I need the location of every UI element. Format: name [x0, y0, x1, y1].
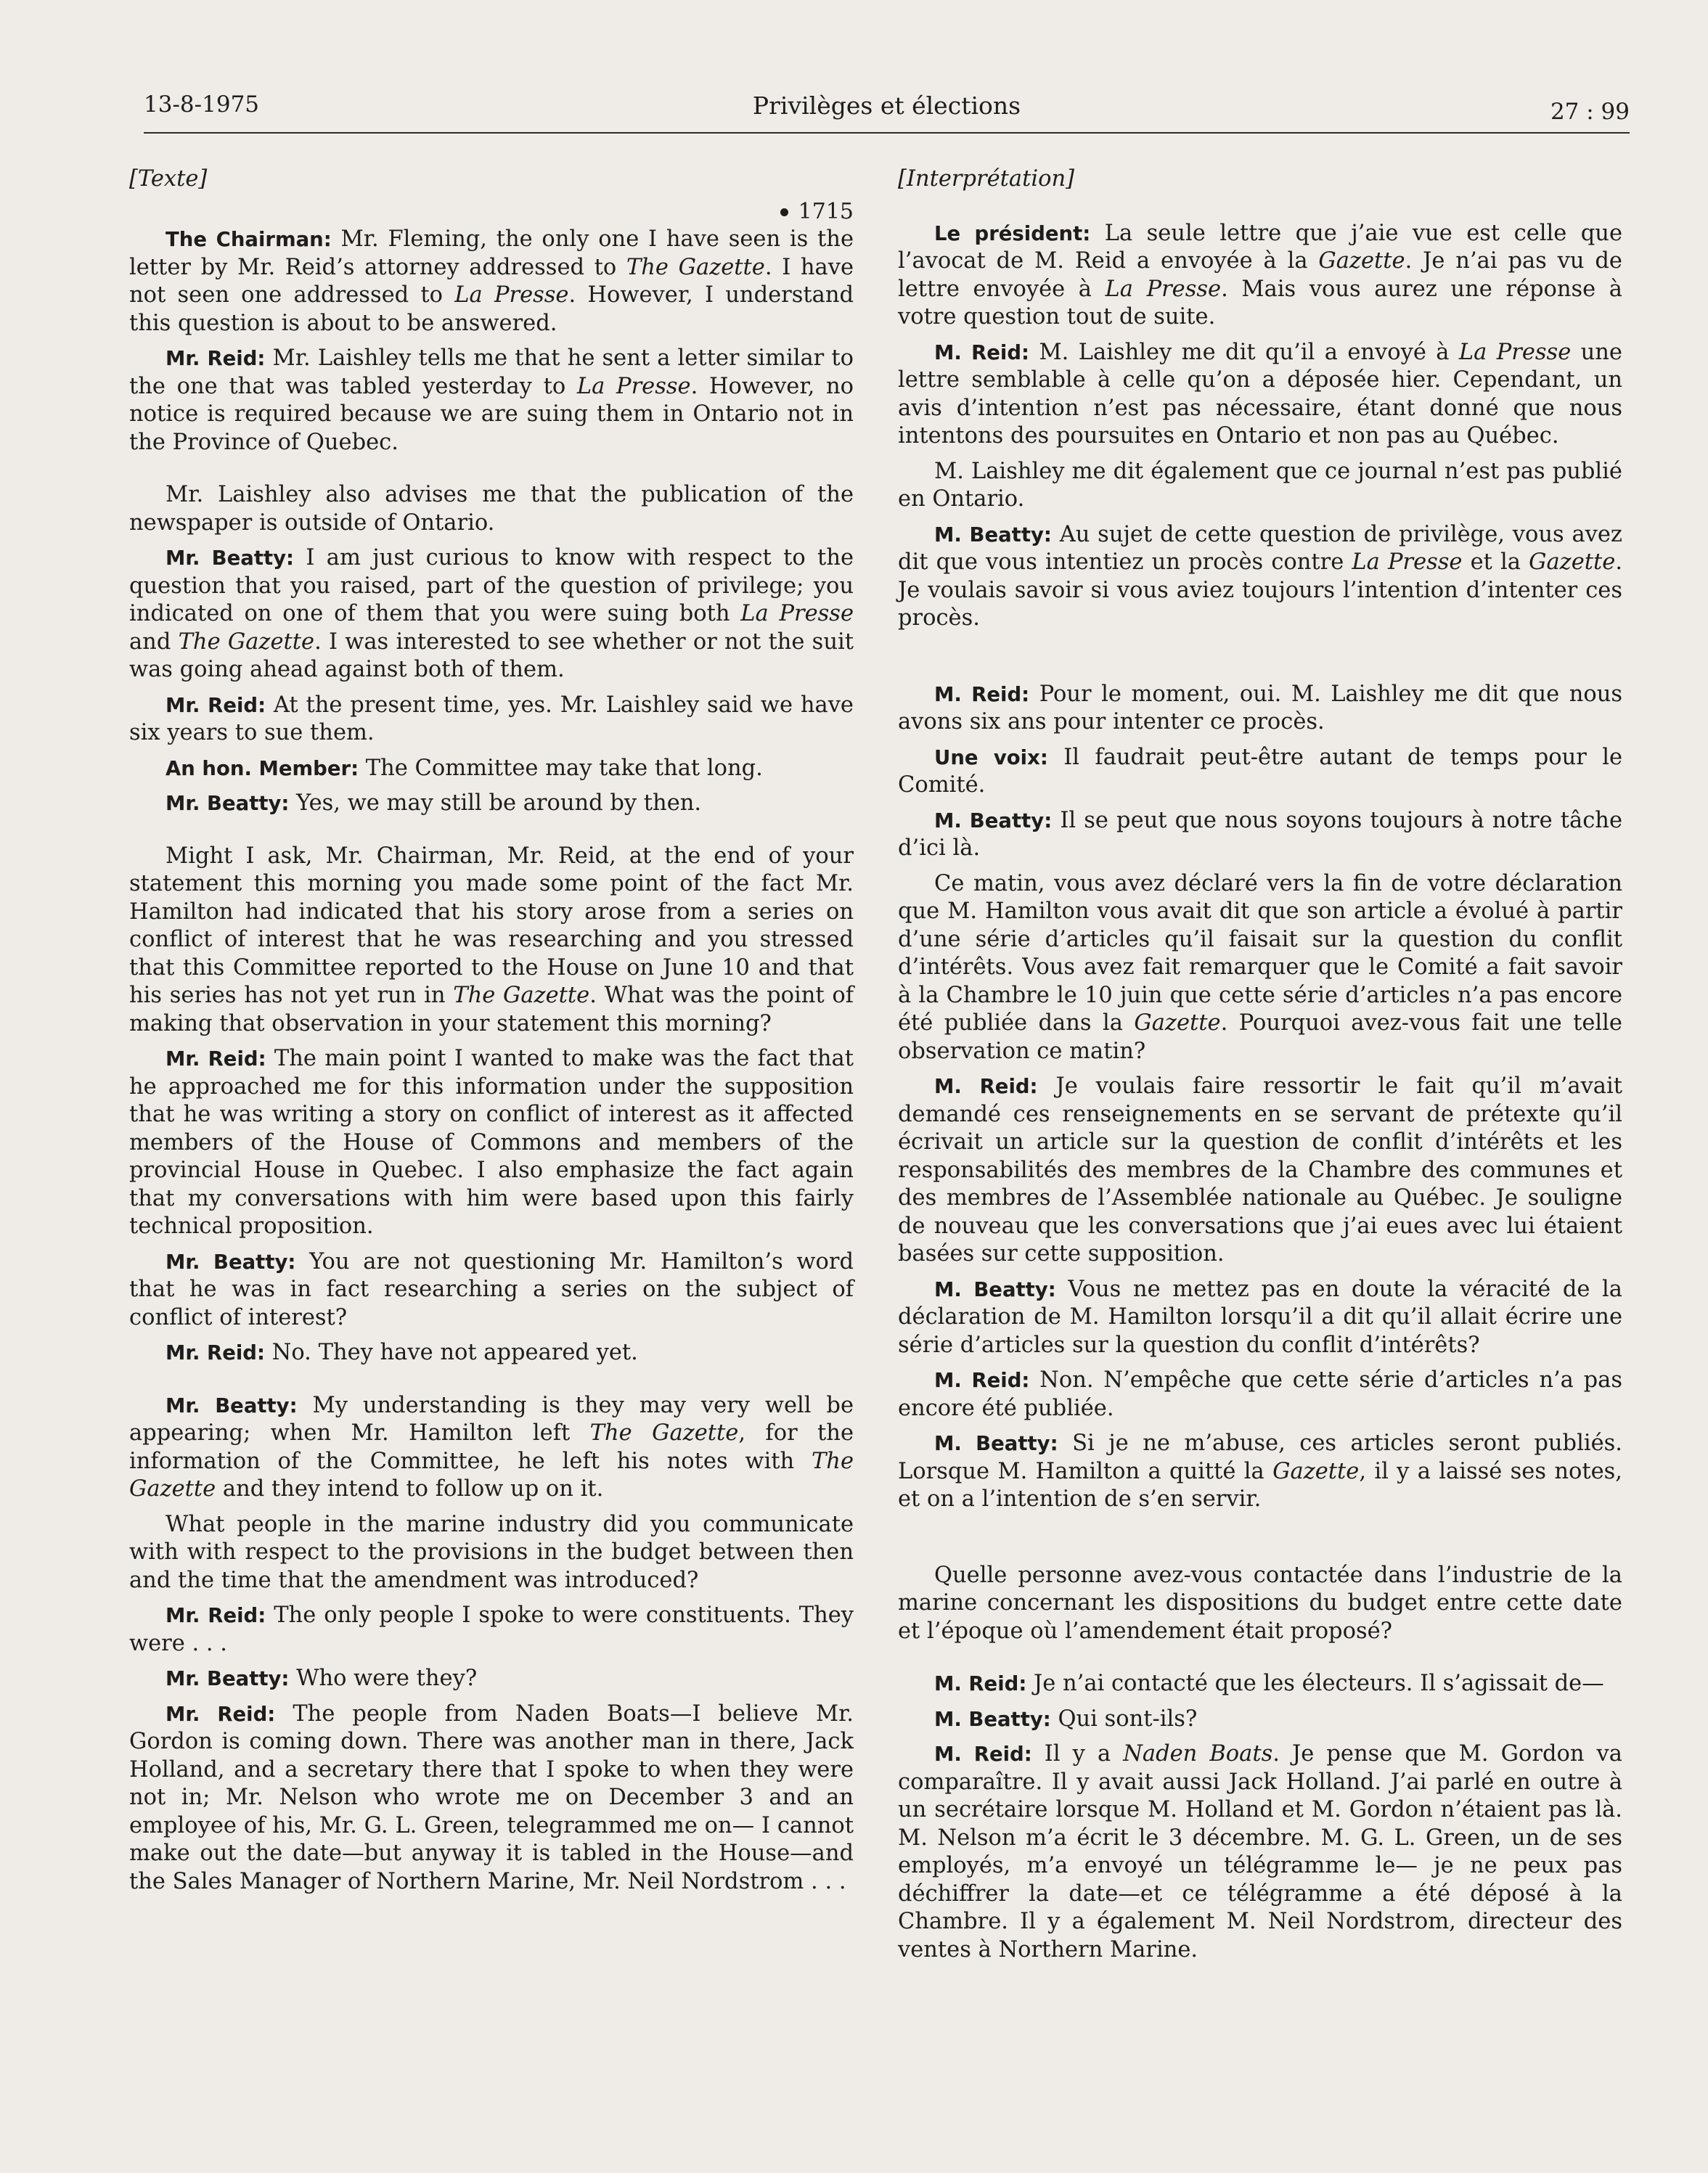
speech-paragraph [129, 1339, 854, 1367]
speech-text: une lettre semblable à celle qu’on a déposée hier. Cependant, un avis d’intention n’est pas nécessaire, étant donné que nous intentons des poursuites en Ontario et non pas au Québec. [898, 339, 1622, 449]
speech-text: Il se peut que nous soyons toujours à notre tâche d’ici là. [898, 807, 1623, 861]
speaker-name: M. Reid: [934, 682, 1030, 706]
speech-paragraph: Mr. Laishley also advises me that the publication of the newspaper is outside of Ontario. [129, 482, 854, 536]
speech-paragraph [898, 1430, 1622, 1514]
speech-text: Who were they? [296, 1666, 478, 1691]
speech-paragraph: Quelle personne avez-vous contactée dans l’industrie de la marine concernant les dispositions du budget entre cette date et l’époque où l’amendement était proposé? [898, 1562, 1622, 1644]
speaker-name: M. Beatty: [934, 523, 1052, 547]
header-page-number: 27 : 99 [1550, 99, 1630, 125]
speech-paragraph [898, 1740, 1622, 1964]
speaker-name: Mr. Reid: [166, 1702, 276, 1726]
speech-text: Je n’ai contacté que les électeurs. Il s’agissait de— [1034, 1671, 1604, 1696]
speaker-name: Mr. Reid: [166, 347, 266, 370]
section-label: [Texte] [129, 166, 208, 192]
bullet-icon [780, 208, 788, 216]
speech-text: The people from Naden Boats—I believe Mr. Gordon is coming down. There was another man in there, Jack Holland, and a secretary there that I spoke to when they were not in; Mr. Nelson who wrote me on December 3 and an employee of his, Mr. G. L. Green, telegrammed me on— I cannot make out the date—but anyway it is tabled in the House—and the Sales Manager of Northern Marine, Mr. Neil Nordstrom . . . [129, 1701, 854, 1894]
speech-text: and they intend to follow up on it. [216, 1476, 604, 1502]
speech-text: At the present time, yes. Mr. Laishley said we have six years to sue them. [129, 692, 854, 745]
speaker-name: Le président: [934, 221, 1091, 245]
speech-paragraph [129, 692, 854, 748]
speech-text: Mr. Laishley tells me that he sent a letter similar to the one that was tabled yesterday to [129, 345, 854, 399]
speech-text: . What was the point of making that observation in your statement this morning? [129, 983, 854, 1036]
speech-paragraph [129, 1248, 854, 1333]
speech-paragraph [129, 226, 854, 337]
speech-paragraph [898, 339, 1622, 451]
speech-text: . I have not seen one addressed to [129, 254, 854, 308]
speaker-name: Mr. Beatty: [166, 1667, 290, 1690]
header-date: 13-8-1975 [144, 91, 260, 118]
page-header [144, 87, 1630, 134]
speech-text: Je voulais faire ressortir le fait qu’il m’avait demandé ces renseignements en se servant de prétexte qu’il écrivait un article sur la question de conflit d’intérêts et les responsabilités des membres de la Chambre des communes et des membres de l’Assemblée nationale au Québec. Je souligne de nouveau que les conversations que j’ai eues avec lui étaient basées sur cette supposition. [898, 1073, 1622, 1266]
italic-title: Gazette [1272, 1458, 1360, 1484]
speech-paragraph: What people in the marine industry did you communicate with with respect to the provisions in the budget between then and the time that the amendment was introduced? [129, 1511, 854, 1593]
speech-text: The main point I wanted to make was the fact that he approached me for this information under the supposition that he was writing a story on conflict of interest as it affected members of the House of Commons and members of the provincial House in Quebec. I also emphasize the fact again that my conversations with him were based upon this fairly technical proposition. [129, 1046, 854, 1239]
speech-text: Non. N’empêche que cette série d’articles n’a pas encore été publiée. [898, 1367, 1622, 1421]
speaker-name: Mr. Beatty: [166, 547, 295, 570]
speech-text: The Committee may take that long. [365, 755, 763, 781]
speech-text: I am just curious to know with respect to the question that you raised, part of the question of privilege; you indicated on one of them that you were suing both [129, 545, 854, 626]
speaker-name: M. Reid: [934, 1743, 1032, 1766]
speaker-name: M. Reid: [934, 1672, 1027, 1695]
speech-paragraph [898, 744, 1622, 800]
speech-paragraph [898, 681, 1622, 737]
speaker-name: Mr. Reid: [166, 1341, 265, 1364]
speech-text: No. They have not appeared yet. [271, 1340, 638, 1365]
speech-text: . Pourquoi avez-vous fait une telle observation ce matin? [898, 1010, 1622, 1064]
italic-title: The Gazette [129, 1448, 854, 1502]
italic-title: La Presse [454, 282, 569, 308]
speaker-name: M. Reid: [934, 1075, 1038, 1098]
italic-title: La Presse [740, 601, 854, 626]
speaker-name: M. Beatty: [934, 1277, 1056, 1301]
speech-paragraph [898, 807, 1622, 863]
speech-text: . However, I understand this question is about to be answered. [129, 282, 854, 336]
speech-text: The only people I spoke to were constituents. They were . . . [129, 1603, 854, 1656]
speech-text: My understanding is they may very well be appearing; when Mr. Hamilton left [129, 1392, 854, 1446]
speech-text: Yes, we may still be around by then. [296, 790, 702, 816]
speech-paragraph [898, 220, 1622, 332]
italic-title: Naden Boats [1123, 1741, 1273, 1767]
italic-title: The Gazette [626, 254, 765, 280]
speaker-name: M. Beatty: [934, 1432, 1058, 1455]
italic-title: La Presse [1105, 276, 1222, 302]
speech-text: . Mais vous aurez une réponse à votre question tout de suite. [898, 276, 1622, 330]
speech-text: Qui sont-ils? [1058, 1706, 1198, 1732]
speech-text: Pour le moment, oui. M. Laishley me dit que nous avons six ans pour intenter ce procès. [898, 681, 1622, 734]
speaker-name: M. Reid: [934, 340, 1030, 364]
italic-title: The Gazette [453, 983, 590, 1008]
speech-text: Ce matin, vous avez déclaré vers la fin de votre déclaration que M. Hamilton vous avait dit que son article a évolué à partir d’une série d’articles qu’il faisait sur la question du conflit d’intérêts. Vous avez fait remarquer que le Comité a fait savoir à la Chambre le 10 juin que cette série d’articles n’a pas encore été publiée dans la [898, 870, 1622, 1036]
speech-paragraph [129, 345, 854, 457]
speech-paragraph [129, 1045, 854, 1241]
speech-text: M. Laishley me dit qu’il a envoyé à [1039, 339, 1459, 365]
speech-paragraph [129, 544, 854, 684]
speaker-name: Mr. Reid: [166, 1604, 266, 1627]
italic-title: The Gazette [178, 629, 315, 655]
speech-text: , for the information of the Committee, he left his notes with [129, 1420, 854, 1474]
speech-text: Might I ask, Mr. Chairman, Mr. Reid, at the end of your statement this morning you made some point of the fact Mr. Hamilton had indicated that his story arose from a series on conflict of interest that he was researching and you stressed that this Committee reported to the House on June 10 and that his series has not yet run in [129, 843, 854, 1008]
speech-text: . I was interested to see whether or not the suit was going ahead against both of them. [129, 629, 854, 682]
speaker-name: An hon. Member: [166, 756, 359, 780]
speech-text: Il y a [1044, 1741, 1124, 1767]
speaker-name: Mr. Reid: [166, 693, 266, 717]
speaker-name: M. Reid: [934, 1369, 1030, 1392]
speech-text: Vous ne mettez pas en doute la véracité de la déclaration de M. Hamilton lorsqu’il a dit qu’il allait écrire une série d’articles sur la question du conflit d’intérêts? [898, 1276, 1622, 1358]
speech-paragraph [898, 1276, 1622, 1360]
speech-text: Si je ne m’abuse, ces articles seront publiés. Lorsque M. Hamilton a quitté la [898, 1431, 1622, 1484]
section-label: [Interprétation] [898, 166, 1074, 192]
speaker-name: Une voix: [934, 745, 1048, 769]
speech-paragraph [898, 521, 1622, 633]
speaker-name: Mr. Beatty: [166, 792, 290, 815]
speaker-name: M. Beatty: [934, 1707, 1051, 1731]
speech-paragraph [129, 1665, 854, 1693]
italic-title: Gazette [1529, 549, 1616, 575]
italic-title: La Presse [1458, 339, 1572, 365]
italic-title: La Presse [576, 373, 691, 399]
time-value: 1715 [798, 198, 854, 224]
speech-paragraph [129, 1392, 854, 1504]
speaker-name: M. Beatty: [934, 809, 1053, 832]
speech-text: Mr. Fleming, the only one I have seen is the letter by Mr. Reid’s attorney addressed to [129, 226, 854, 280]
italic-title: Gazette [1134, 1010, 1221, 1036]
speech-text: Au sujet de cette question de privilège, vous avez dit que vous intentiez un procès contre [898, 521, 1622, 575]
italic-title: The Gazette [589, 1420, 739, 1446]
speech-text: You are not questioning Mr. Hamilton’s word that he was in fact researching a series on the subject of conflict of interest? [129, 1248, 854, 1330]
speech-text: , il y a laissé ses notes, et on a l’intention de s’en servir. [898, 1458, 1622, 1512]
time-marker [129, 198, 854, 226]
speech-paragraph [898, 1073, 1622, 1269]
speaker-name: Mr. Reid: [166, 1047, 266, 1071]
speech-paragraph [129, 1602, 854, 1658]
speech-text: . Je pense que M. Gordon va comparaître. Il y avait aussi Jack Holland. J’ai parlé en outre à un secrétaire lorsque M. Holland et M. Gordon n’étaient pas là. M. Nelson m’a écrit le 3 décembre. M. G. L. Green, un de ses employés, m’a envoyé un télégramme le— je ne peux pas déchiffrer la date—et ce télégramme a été déposé à la Chambre. Il y a également M. Neil Nordstrom, directeur des ventes à Northern Marine. [898, 1741, 1622, 1963]
speech-paragraph [898, 1706, 1622, 1734]
speech-text: . Je n’ai pas vu de lettre envoyée à [898, 248, 1622, 302]
speech-paragraph [129, 843, 854, 1039]
header-title: Privilèges et élections [752, 91, 1021, 120]
speaker-name: The Chairman: [166, 228, 332, 251]
speech-paragraph [129, 790, 854, 818]
speech-paragraph [129, 1701, 854, 1896]
italic-title: La Presse [1352, 549, 1463, 575]
speech-paragraph [898, 1367, 1622, 1423]
speaker-name: Mr. Beatty: [166, 1250, 296, 1274]
speech-text: and [129, 629, 179, 655]
speech-paragraph [898, 1670, 1622, 1698]
speech-text: . Je voulais savoir si vous aviez toujours l’intention d’intenter ces procès. [898, 549, 1623, 631]
speech-paragraph [898, 870, 1622, 1066]
italic-title: Gazette [1318, 248, 1405, 274]
speech-text: . However, no notice is required because we are suing them in Ontario not in the Province of Quebec. [129, 373, 854, 455]
english-column [129, 165, 854, 1903]
speech-text: et la [1462, 549, 1529, 575]
speech-paragraph [129, 755, 854, 783]
speaker-name: Mr. Beatty: [166, 1394, 298, 1417]
french-column [898, 165, 1622, 1971]
speech-paragraph: M. Laishley me dit également que ce journal n’est pas publié en Ontario. [898, 458, 1622, 512]
speech-text: Il faudrait peut-être autant de temps pour le Comité. [898, 744, 1623, 798]
speech-text: La seule lettre que j’aie vue est celle que l’avocat de M. Reid a envoyée à la [898, 220, 1622, 274]
